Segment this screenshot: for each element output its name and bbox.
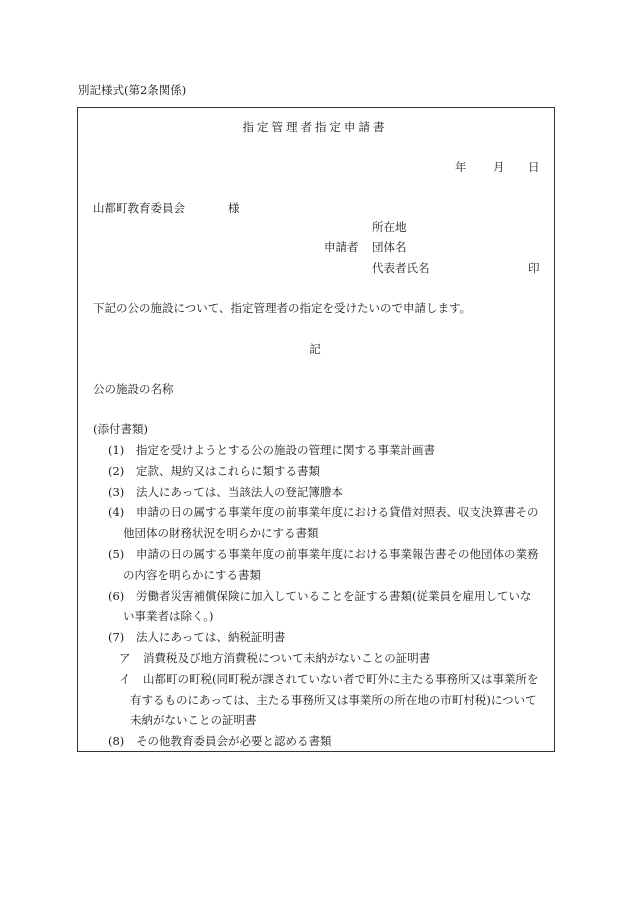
attachment-number: (3): [108, 484, 125, 499]
form-title: 指定管理者指定申請書: [242, 120, 388, 134]
attachment-text: 法人にあっては、当該法人の登記簿謄本: [136, 484, 343, 499]
date-year-label: 年: [455, 160, 467, 174]
addressee-suffix: 様: [228, 201, 240, 215]
attachment-text: い事業者は除く。): [123, 609, 214, 624]
addressee-name: 山都町教育委員会: [93, 201, 185, 215]
attachments-heading: (添付書類): [93, 422, 148, 436]
attachment-number: (5): [108, 547, 125, 561]
attachment-text: 労働者災害補償保険に加入していることを証する書類(従業員を雇用していな: [136, 588, 532, 603]
attachment-text: 他団体の財務状況を明らかにする書類: [123, 526, 319, 541]
attachment-number: (2): [108, 463, 125, 478]
attachment-subitem-text: 消費税及び地方消費税について未納がないことの証明書: [143, 651, 431, 665]
attachment-subitem-text: 山都町の町税(同町税が課されていない者で町外に主たる事務所又は事業所を: [143, 671, 539, 686]
form-label: 別記様式(第2条関係): [78, 83, 187, 97]
attachment-subitem-marker: イ: [119, 671, 131, 686]
ki-heading: 記: [309, 342, 321, 356]
facility-name-label: 公の施設の名称: [93, 382, 174, 396]
attachment-number: (1): [108, 443, 125, 457]
date-day-label: 日: [528, 160, 540, 174]
attachment-number: (6): [108, 588, 125, 603]
attachment-number: (4): [108, 505, 125, 520]
attachment-text: の内容を明らかにする書類: [123, 567, 261, 582]
date-month-label: 月: [493, 160, 505, 174]
attachment-text: 法人にあっては、納税証明書: [136, 630, 286, 645]
attachment-subitem-text: 有するものにあっては、主たる事務所又は事業所の所在地の市町村税)について: [130, 692, 537, 707]
attachment-number: (7): [108, 630, 125, 645]
attachment-text: 定款、規約又はこれらに類する書類: [136, 463, 320, 478]
attachment-subitem-marker: ア: [119, 651, 131, 665]
applicant-organization-label: 団体名: [372, 240, 407, 254]
applicant-label: 申請者: [324, 240, 359, 254]
attachment-subitem-text: 未納がないことの証明書: [130, 713, 257, 728]
applicant-representative-label: 代表者氏名: [372, 261, 430, 275]
attachment-number: (8): [108, 734, 125, 749]
seal-mark: 印: [528, 261, 540, 275]
attachment-text: 申請の日の属する事業年度の前事業年度における事業報告書その他団体の業務: [136, 547, 539, 561]
attachment-text: 指定を受けようとする公の施設の管理に関する事業計画書: [136, 443, 435, 457]
attachment-text: その他教育委員会が必要と認める書類: [136, 734, 332, 749]
applicant-address-label: 所在地: [372, 220, 407, 234]
attachment-text: 申請の日の属する事業年度の前事業年度における貸借対照表、収支決算書その: [136, 505, 539, 520]
intro-text: 下記の公の施設について、指定管理者の指定を受けたいので申請します。: [93, 301, 472, 315]
